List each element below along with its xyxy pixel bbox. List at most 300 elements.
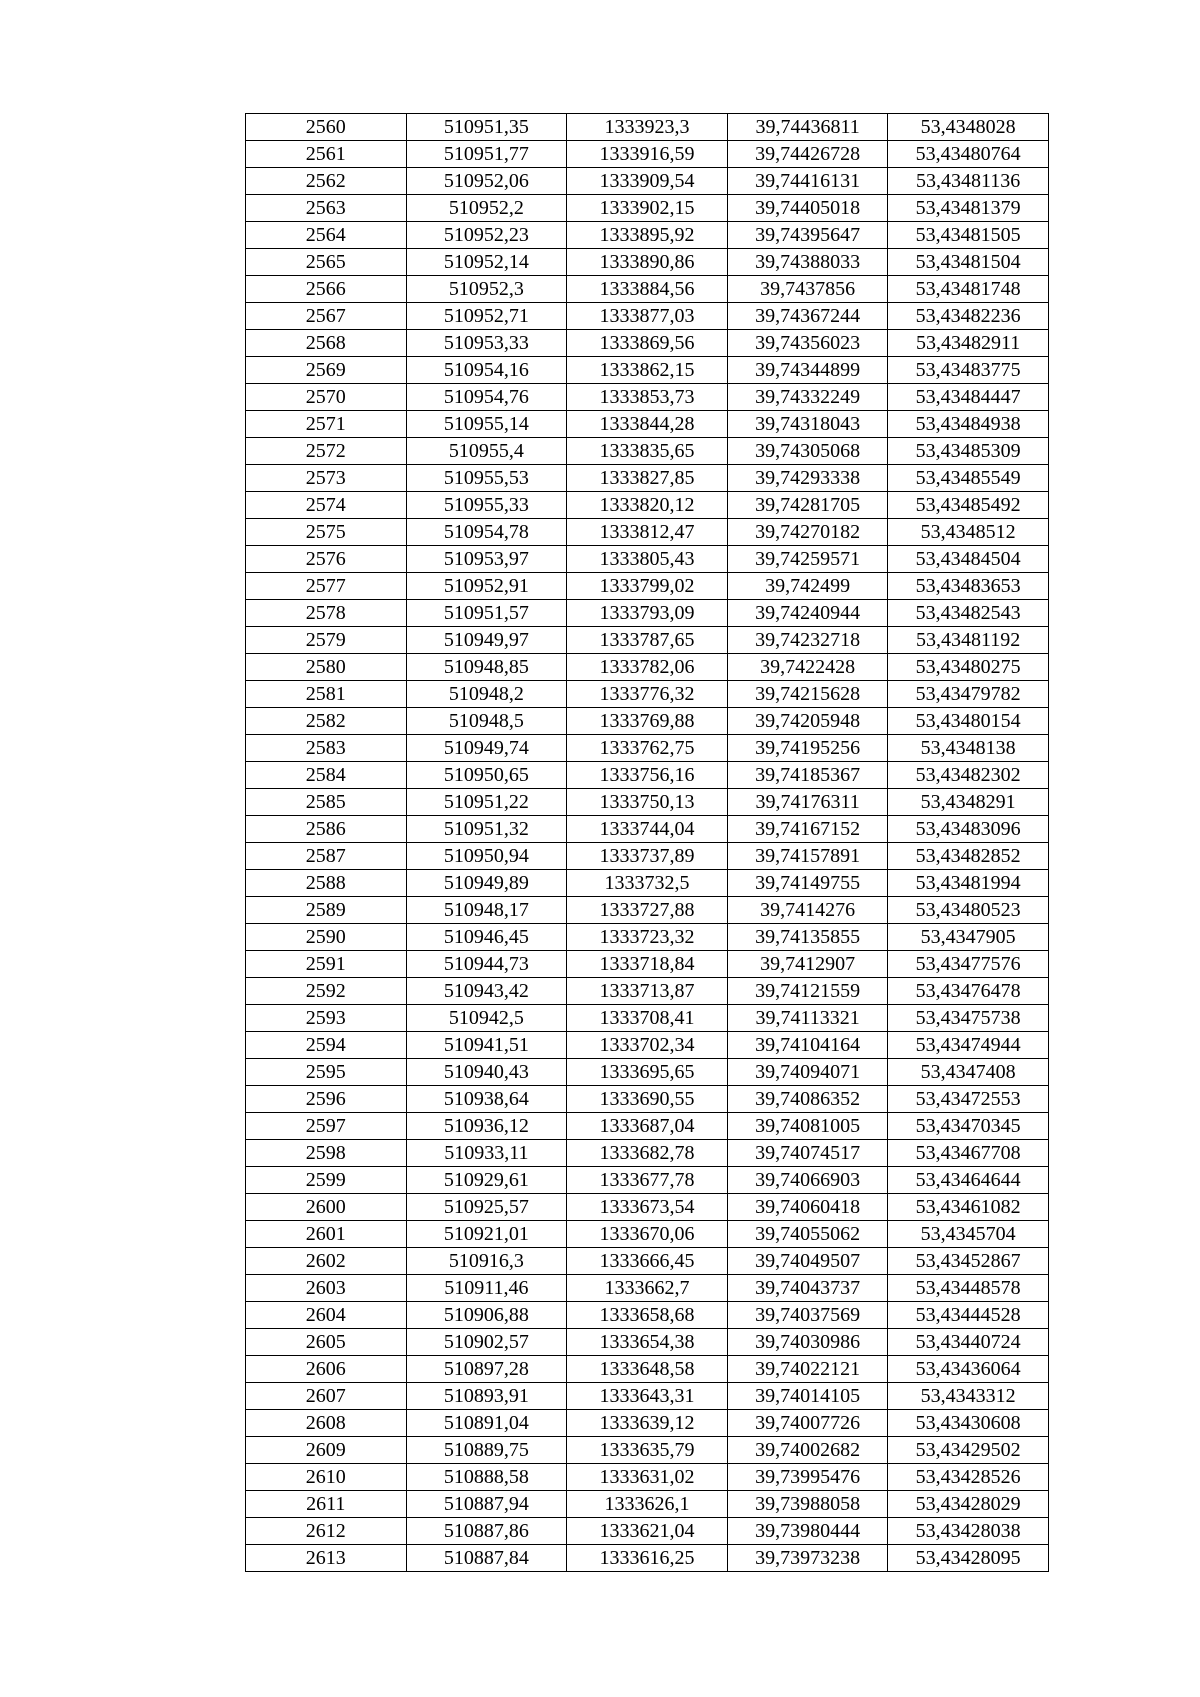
point-number-cell: 2605	[246, 1329, 407, 1356]
table-row	[246, 1167, 1049, 1194]
table-row	[246, 1383, 1049, 1410]
x-coordinate-cell: 510953,33	[406, 330, 567, 357]
point-number-cell: 2601	[246, 1221, 407, 1248]
latitude-cell: 53,43481379	[888, 195, 1049, 222]
y-coordinate-cell: 1333744,04	[567, 816, 728, 843]
y-coordinate-cell: 1333718,84	[567, 951, 728, 978]
y-coordinate-cell: 1333812,47	[567, 519, 728, 546]
x-coordinate-cell: 510955,33	[406, 492, 567, 519]
x-coordinate-cell: 510951,57	[406, 600, 567, 627]
table-row	[246, 303, 1049, 330]
longitude-cell: 39,74318043	[727, 411, 888, 438]
y-coordinate-cell: 1333687,04	[567, 1113, 728, 1140]
latitude-cell: 53,43428526	[888, 1464, 1049, 1491]
table-row	[246, 1194, 1049, 1221]
longitude-cell: 39,73995476	[727, 1464, 888, 1491]
x-coordinate-cell: 510949,97	[406, 627, 567, 654]
x-coordinate-cell: 510921,01	[406, 1221, 567, 1248]
latitude-cell: 53,43481504	[888, 249, 1049, 276]
longitude-cell: 39,74060418	[727, 1194, 888, 1221]
y-coordinate-cell: 1333670,06	[567, 1221, 728, 1248]
y-coordinate-cell: 1333690,55	[567, 1086, 728, 1113]
table-row	[246, 222, 1049, 249]
point-number-cell: 2600	[246, 1194, 407, 1221]
table-row	[246, 1086, 1049, 1113]
y-coordinate-cell: 1333923,3	[567, 114, 728, 141]
table-row	[246, 114, 1049, 141]
latitude-cell: 53,43428095	[888, 1545, 1049, 1572]
point-number-cell: 2611	[246, 1491, 407, 1518]
longitude-cell: 39,74049507	[727, 1248, 888, 1275]
latitude-cell: 53,43484447	[888, 384, 1049, 411]
longitude-cell: 39,74332249	[727, 384, 888, 411]
latitude-cell: 53,43482302	[888, 762, 1049, 789]
y-coordinate-cell: 1333895,92	[567, 222, 728, 249]
y-coordinate-cell: 1333890,86	[567, 249, 728, 276]
longitude-cell: 39,74113321	[727, 1005, 888, 1032]
latitude-cell: 53,43475738	[888, 1005, 1049, 1032]
point-number-cell: 2609	[246, 1437, 407, 1464]
point-number-cell: 2603	[246, 1275, 407, 1302]
x-coordinate-cell: 510954,16	[406, 357, 567, 384]
point-number-cell: 2594	[246, 1032, 407, 1059]
y-coordinate-cell: 1333862,15	[567, 357, 728, 384]
longitude-cell: 39,74185367	[727, 762, 888, 789]
y-coordinate-cell: 1333621,04	[567, 1518, 728, 1545]
longitude-cell: 39,74240944	[727, 600, 888, 627]
point-number-cell: 2590	[246, 924, 407, 951]
latitude-cell: 53,4348291	[888, 789, 1049, 816]
table-row	[246, 789, 1049, 816]
x-coordinate-cell: 510955,14	[406, 411, 567, 438]
point-number-cell: 2566	[246, 276, 407, 303]
latitude-cell: 53,43481192	[888, 627, 1049, 654]
table-row	[246, 249, 1049, 276]
table-row	[246, 195, 1049, 222]
longitude-cell: 39,74007726	[727, 1410, 888, 1437]
table-row	[246, 1491, 1049, 1518]
latitude-cell: 53,43461082	[888, 1194, 1049, 1221]
latitude-cell: 53,4348028	[888, 114, 1049, 141]
longitude-cell: 39,7414276	[727, 897, 888, 924]
longitude-cell: 39,74030986	[727, 1329, 888, 1356]
table-row	[246, 492, 1049, 519]
table-row	[246, 411, 1049, 438]
latitude-cell: 53,4345704	[888, 1221, 1049, 1248]
table-row	[246, 465, 1049, 492]
y-coordinate-cell: 1333827,85	[567, 465, 728, 492]
point-number-cell: 2580	[246, 654, 407, 681]
y-coordinate-cell: 1333654,38	[567, 1329, 728, 1356]
table-row	[246, 573, 1049, 600]
longitude-cell: 39,74259571	[727, 546, 888, 573]
y-coordinate-cell: 1333756,16	[567, 762, 728, 789]
y-coordinate-cell: 1333695,65	[567, 1059, 728, 1086]
latitude-cell: 53,43467708	[888, 1140, 1049, 1167]
longitude-cell: 39,74426728	[727, 141, 888, 168]
table-row	[246, 951, 1049, 978]
longitude-cell: 39,74293338	[727, 465, 888, 492]
longitude-cell: 39,74014105	[727, 1383, 888, 1410]
latitude-cell: 53,43452867	[888, 1248, 1049, 1275]
latitude-cell: 53,43482911	[888, 330, 1049, 357]
y-coordinate-cell: 1333844,28	[567, 411, 728, 438]
longitude-cell: 39,74270182	[727, 519, 888, 546]
point-number-cell: 2571	[246, 411, 407, 438]
x-coordinate-cell: 510936,12	[406, 1113, 567, 1140]
y-coordinate-cell: 1333727,88	[567, 897, 728, 924]
latitude-cell: 53,43470345	[888, 1113, 1049, 1140]
y-coordinate-cell: 1333787,65	[567, 627, 728, 654]
x-coordinate-cell: 510887,86	[406, 1518, 567, 1545]
longitude-cell: 39,74405018	[727, 195, 888, 222]
latitude-cell: 53,43483096	[888, 816, 1049, 843]
y-coordinate-cell: 1333682,78	[567, 1140, 728, 1167]
latitude-cell: 53,43483653	[888, 573, 1049, 600]
table-row	[246, 1032, 1049, 1059]
point-number-cell: 2608	[246, 1410, 407, 1437]
longitude-cell: 39,74022121	[727, 1356, 888, 1383]
longitude-cell: 39,74388033	[727, 249, 888, 276]
longitude-cell: 39,74356023	[727, 330, 888, 357]
y-coordinate-cell: 1333702,34	[567, 1032, 728, 1059]
longitude-cell: 39,74195256	[727, 735, 888, 762]
latitude-cell: 53,43472553	[888, 1086, 1049, 1113]
point-number-cell: 2586	[246, 816, 407, 843]
longitude-cell: 39,74281705	[727, 492, 888, 519]
y-coordinate-cell: 1333639,12	[567, 1410, 728, 1437]
latitude-cell: 53,43428038	[888, 1518, 1049, 1545]
latitude-cell: 53,4348138	[888, 735, 1049, 762]
x-coordinate-cell: 510897,28	[406, 1356, 567, 1383]
x-coordinate-cell: 510952,91	[406, 573, 567, 600]
x-coordinate-cell: 510948,5	[406, 708, 567, 735]
latitude-cell: 53,43477576	[888, 951, 1049, 978]
point-number-cell: 2587	[246, 843, 407, 870]
point-number-cell: 2585	[246, 789, 407, 816]
latitude-cell: 53,43480275	[888, 654, 1049, 681]
table-row	[246, 1275, 1049, 1302]
y-coordinate-cell: 1333723,32	[567, 924, 728, 951]
table-row	[246, 384, 1049, 411]
y-coordinate-cell: 1333648,58	[567, 1356, 728, 1383]
longitude-cell: 39,74074517	[727, 1140, 888, 1167]
table-row	[246, 978, 1049, 1005]
point-number-cell: 2562	[246, 168, 407, 195]
latitude-cell: 53,4348512	[888, 519, 1049, 546]
table-row	[246, 1113, 1049, 1140]
point-number-cell: 2598	[246, 1140, 407, 1167]
longitude-cell: 39,74002682	[727, 1437, 888, 1464]
point-number-cell: 2572	[246, 438, 407, 465]
table-row	[246, 762, 1049, 789]
x-coordinate-cell: 510888,58	[406, 1464, 567, 1491]
longitude-cell: 39,74135855	[727, 924, 888, 951]
latitude-cell: 53,43480154	[888, 708, 1049, 735]
point-number-cell: 2578	[246, 600, 407, 627]
y-coordinate-cell: 1333732,5	[567, 870, 728, 897]
x-coordinate-cell: 510952,06	[406, 168, 567, 195]
point-number-cell: 2565	[246, 249, 407, 276]
latitude-cell: 53,43485492	[888, 492, 1049, 519]
latitude-cell: 53,43485309	[888, 438, 1049, 465]
x-coordinate-cell: 510952,3	[406, 276, 567, 303]
x-coordinate-cell: 510951,22	[406, 789, 567, 816]
y-coordinate-cell: 1333820,12	[567, 492, 728, 519]
point-number-cell: 2567	[246, 303, 407, 330]
latitude-cell: 53,43448578	[888, 1275, 1049, 1302]
table-row	[246, 546, 1049, 573]
point-number-cell: 2568	[246, 330, 407, 357]
table-row	[246, 438, 1049, 465]
table-row	[246, 600, 1049, 627]
table-row	[246, 1005, 1049, 1032]
x-coordinate-cell: 510952,71	[406, 303, 567, 330]
longitude-cell: 39,74167152	[727, 816, 888, 843]
latitude-cell: 53,43482236	[888, 303, 1049, 330]
x-coordinate-cell: 510955,53	[406, 465, 567, 492]
longitude-cell: 39,74066903	[727, 1167, 888, 1194]
x-coordinate-cell: 510949,74	[406, 735, 567, 762]
longitude-cell: 39,74395647	[727, 222, 888, 249]
x-coordinate-cell: 510891,04	[406, 1410, 567, 1437]
point-number-cell: 2573	[246, 465, 407, 492]
longitude-cell: 39,73988058	[727, 1491, 888, 1518]
longitude-cell: 39,74104164	[727, 1032, 888, 1059]
latitude-cell: 53,43479782	[888, 681, 1049, 708]
latitude-cell: 53,43480764	[888, 141, 1049, 168]
longitude-cell: 39,7412907	[727, 951, 888, 978]
x-coordinate-cell: 510951,32	[406, 816, 567, 843]
table-row	[246, 1248, 1049, 1275]
y-coordinate-cell: 1333631,02	[567, 1464, 728, 1491]
longitude-cell: 39,74215628	[727, 681, 888, 708]
point-number-cell: 2612	[246, 1518, 407, 1545]
latitude-cell: 53,43440724	[888, 1329, 1049, 1356]
table-row	[246, 843, 1049, 870]
x-coordinate-cell: 510940,43	[406, 1059, 567, 1086]
y-coordinate-cell: 1333635,79	[567, 1437, 728, 1464]
y-coordinate-cell: 1333677,78	[567, 1167, 728, 1194]
longitude-cell: 39,73973238	[727, 1545, 888, 1572]
y-coordinate-cell: 1333673,54	[567, 1194, 728, 1221]
longitude-cell: 39,74176311	[727, 789, 888, 816]
x-coordinate-cell: 510906,88	[406, 1302, 567, 1329]
y-coordinate-cell: 1333776,32	[567, 681, 728, 708]
longitude-cell: 39,74436811	[727, 114, 888, 141]
x-coordinate-cell: 510916,3	[406, 1248, 567, 1275]
point-number-cell: 2584	[246, 762, 407, 789]
x-coordinate-cell: 510948,2	[406, 681, 567, 708]
y-coordinate-cell: 1333626,1	[567, 1491, 728, 1518]
y-coordinate-cell: 1333762,75	[567, 735, 728, 762]
point-number-cell: 2581	[246, 681, 407, 708]
longitude-cell: 39,74205948	[727, 708, 888, 735]
point-number-cell: 2582	[246, 708, 407, 735]
longitude-cell: 39,74043737	[727, 1275, 888, 1302]
table-row	[246, 1545, 1049, 1572]
y-coordinate-cell: 1333662,7	[567, 1275, 728, 1302]
point-number-cell: 2577	[246, 573, 407, 600]
x-coordinate-cell: 510950,94	[406, 843, 567, 870]
y-coordinate-cell: 1333869,56	[567, 330, 728, 357]
table-row	[246, 1059, 1049, 1086]
longitude-cell: 39,7422428	[727, 654, 888, 681]
point-number-cell: 2610	[246, 1464, 407, 1491]
x-coordinate-cell: 510952,14	[406, 249, 567, 276]
point-number-cell: 2569	[246, 357, 407, 384]
x-coordinate-cell: 510950,65	[406, 762, 567, 789]
table-row	[246, 924, 1049, 951]
table-row	[246, 1140, 1049, 1167]
point-number-cell: 2602	[246, 1248, 407, 1275]
y-coordinate-cell: 1333835,65	[567, 438, 728, 465]
latitude-cell: 53,43485549	[888, 465, 1049, 492]
x-coordinate-cell: 510941,51	[406, 1032, 567, 1059]
table-row	[246, 870, 1049, 897]
point-number-cell: 2588	[246, 870, 407, 897]
longitude-cell: 39,74121559	[727, 978, 888, 1005]
y-coordinate-cell: 1333805,43	[567, 546, 728, 573]
x-coordinate-cell: 510951,77	[406, 141, 567, 168]
point-number-cell: 2574	[246, 492, 407, 519]
latitude-cell: 53,43482852	[888, 843, 1049, 870]
point-number-cell: 2607	[246, 1383, 407, 1410]
x-coordinate-cell: 510929,61	[406, 1167, 567, 1194]
x-coordinate-cell: 510954,78	[406, 519, 567, 546]
y-coordinate-cell: 1333799,02	[567, 573, 728, 600]
point-number-cell: 2596	[246, 1086, 407, 1113]
x-coordinate-cell: 510902,57	[406, 1329, 567, 1356]
table-row	[246, 897, 1049, 924]
coordinates-table	[245, 113, 1049, 1572]
x-coordinate-cell: 510951,35	[406, 114, 567, 141]
table-row	[246, 654, 1049, 681]
point-number-cell: 2606	[246, 1356, 407, 1383]
point-number-cell: 2583	[246, 735, 407, 762]
latitude-cell: 53,43464644	[888, 1167, 1049, 1194]
y-coordinate-cell: 1333877,03	[567, 303, 728, 330]
longitude-cell: 39,73980444	[727, 1518, 888, 1545]
point-number-cell: 2591	[246, 951, 407, 978]
point-number-cell: 2597	[246, 1113, 407, 1140]
point-number-cell: 2560	[246, 114, 407, 141]
latitude-cell: 53,43444528	[888, 1302, 1049, 1329]
latitude-cell: 53,43481136	[888, 168, 1049, 195]
coordinates-table-body	[246, 114, 1049, 1572]
latitude-cell: 53,43481505	[888, 222, 1049, 249]
table-row	[246, 681, 1049, 708]
x-coordinate-cell: 510955,4	[406, 438, 567, 465]
x-coordinate-cell: 510949,89	[406, 870, 567, 897]
table-row	[246, 1329, 1049, 1356]
y-coordinate-cell: 1333909,54	[567, 168, 728, 195]
x-coordinate-cell: 510952,23	[406, 222, 567, 249]
y-coordinate-cell: 1333793,09	[567, 600, 728, 627]
y-coordinate-cell: 1333643,31	[567, 1383, 728, 1410]
x-coordinate-cell: 510954,76	[406, 384, 567, 411]
longitude-cell: 39,74157891	[727, 843, 888, 870]
table-row	[246, 1410, 1049, 1437]
x-coordinate-cell: 510948,85	[406, 654, 567, 681]
point-number-cell: 2563	[246, 195, 407, 222]
longitude-cell: 39,74416131	[727, 168, 888, 195]
latitude-cell: 53,43430608	[888, 1410, 1049, 1437]
x-coordinate-cell: 510887,84	[406, 1545, 567, 1572]
longitude-cell: 39,74037569	[727, 1302, 888, 1329]
point-number-cell: 2561	[246, 141, 407, 168]
x-coordinate-cell: 510944,73	[406, 951, 567, 978]
point-number-cell: 2576	[246, 546, 407, 573]
longitude-cell: 39,74232718	[727, 627, 888, 654]
latitude-cell: 53,43484504	[888, 546, 1049, 573]
latitude-cell: 53,43474944	[888, 1032, 1049, 1059]
y-coordinate-cell: 1333782,06	[567, 654, 728, 681]
latitude-cell: 53,4347408	[888, 1059, 1049, 1086]
latitude-cell: 53,43476478	[888, 978, 1049, 1005]
table-row	[246, 708, 1049, 735]
latitude-cell: 53,43481748	[888, 276, 1049, 303]
longitude-cell: 39,74055062	[727, 1221, 888, 1248]
table-row	[246, 1356, 1049, 1383]
latitude-cell: 53,43436064	[888, 1356, 1049, 1383]
longitude-cell: 39,74367244	[727, 303, 888, 330]
point-number-cell: 2564	[246, 222, 407, 249]
latitude-cell: 53,43429502	[888, 1437, 1049, 1464]
latitude-cell: 53,43483775	[888, 357, 1049, 384]
longitude-cell: 39,7437856	[727, 276, 888, 303]
table-row	[246, 1518, 1049, 1545]
y-coordinate-cell: 1333616,25	[567, 1545, 728, 1572]
x-coordinate-cell: 510952,2	[406, 195, 567, 222]
point-number-cell: 2599	[246, 1167, 407, 1194]
table-row	[246, 1437, 1049, 1464]
point-number-cell: 2604	[246, 1302, 407, 1329]
x-coordinate-cell: 510943,42	[406, 978, 567, 1005]
y-coordinate-cell: 1333750,13	[567, 789, 728, 816]
y-coordinate-cell: 1333666,45	[567, 1248, 728, 1275]
latitude-cell: 53,43484938	[888, 411, 1049, 438]
x-coordinate-cell: 510942,5	[406, 1005, 567, 1032]
longitude-cell: 39,74305068	[727, 438, 888, 465]
point-number-cell: 2593	[246, 1005, 407, 1032]
point-number-cell: 2589	[246, 897, 407, 924]
y-coordinate-cell: 1333658,68	[567, 1302, 728, 1329]
y-coordinate-cell: 1333853,73	[567, 384, 728, 411]
table-row	[246, 141, 1049, 168]
table-row	[246, 816, 1049, 843]
x-coordinate-cell: 510938,64	[406, 1086, 567, 1113]
point-number-cell: 2570	[246, 384, 407, 411]
x-coordinate-cell: 510933,11	[406, 1140, 567, 1167]
x-coordinate-cell: 510925,57	[406, 1194, 567, 1221]
x-coordinate-cell: 510946,45	[406, 924, 567, 951]
table-row	[246, 519, 1049, 546]
longitude-cell: 39,74081005	[727, 1113, 888, 1140]
table-row	[246, 1302, 1049, 1329]
longitude-cell: 39,74344899	[727, 357, 888, 384]
longitude-cell: 39,74086352	[727, 1086, 888, 1113]
point-number-cell: 2575	[246, 519, 407, 546]
table-row	[246, 168, 1049, 195]
table-row	[246, 1221, 1049, 1248]
y-coordinate-cell: 1333916,59	[567, 141, 728, 168]
table-row	[246, 357, 1049, 384]
x-coordinate-cell: 510911,46	[406, 1275, 567, 1302]
y-coordinate-cell: 1333708,41	[567, 1005, 728, 1032]
y-coordinate-cell: 1333737,89	[567, 843, 728, 870]
table-row	[246, 627, 1049, 654]
